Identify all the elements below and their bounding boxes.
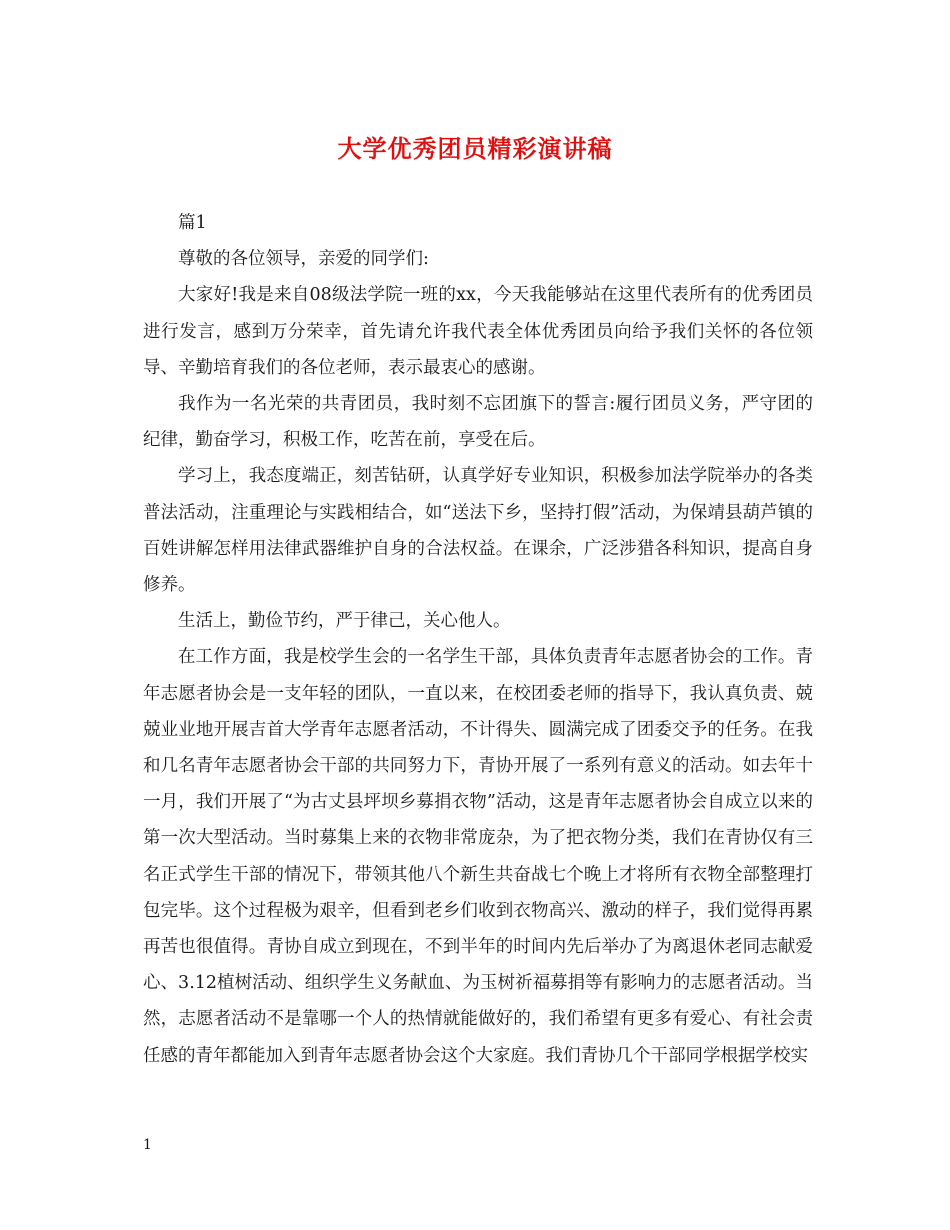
paragraph-work: 在工作方面，我是校学生会的一名学生干部，具体负责青年志愿者协会的工作。青年志愿者协会是一支年轻的团队，一直以来，在校团委老师的指导下，我认真负责、兢兢业业地开展吉首大学青年志愿者活动，不计得失、圆满完成了团委交予的任务。在我和几名青年志愿者协会干部的共同努力下，青协开展了一系列有意义的活动。如去年十一月，我们开展了“为古丈县坪坝乡募捐衣物”活动，这是青年志愿者协会自成立以来的第一次大型活动。当时募集上来的衣物非常庞杂，为了把衣物分类，我们在青协仅有三名正式学生干部的情况下，带领其他八个新生共奋战七个晚上才将所有衣物全部整理打包完毕。这个过程极为艰辛，但看到老乡们收到衣物高兴、激动的样子，我们觉得再累再苦也很值得。青协自成立到现在，不到半年的时间内先后举办了为离退休老同志献爱心、3.12植树活动、组织学生义务献血、为玉树祈福募捐等有影响力的志愿者活动。当然，志愿者活动不是靠哪一个人的热情就能做好的，我们希望有更多有爱心、有社会责任感的青年都能加入到青年志愿者协会这个大家庭。我们青协几个干部同学根据学校实: [143, 647, 813, 1066]
paragraph-oath: 我作为一名光荣的共青团员，我时刻不忘团旗下的誓言:履行团员义务，严守团的纪律，勤奋学习，积极工作，吃苦在前，享受在后。: [143, 394, 813, 451]
page-number: 1: [143, 1137, 152, 1153]
section-label: 篇1: [178, 213, 207, 233]
document-title: 大学优秀团员精彩演讲稿: [337, 134, 613, 163]
paragraph-life: 生活上，勤俭节约，严于律己，关心他人。: [178, 611, 511, 632]
paragraph-greeting: 大家好!我是来自08级法学院一班的xx，今天我能够站在这里代表所有的优秀团员进行发言，感到万分荣幸，首先请允许我代表全体优秀团员向给予我们关怀的各位领导、辛勤培育我们的各位老师，表示最衷心的感谢。: [143, 285, 813, 378]
document-body: [143, 205, 813, 1074]
salutation: 尊敬的各位领导，亲爱的同学们:: [178, 249, 429, 270]
paragraph-study: 学习上，我态度端正，刻苦钻研，认真学好专业知识，积极参加法学院举办的各类普法活动，注重理论与实践相结合，如“送法下乡，坚持打假”活动，为保靖县葫芦镇的百姓讲解怎样用法律武器维护自身的合法权益。在课余，广泛涉猎各科知识，提高自身修养。: [143, 466, 813, 596]
